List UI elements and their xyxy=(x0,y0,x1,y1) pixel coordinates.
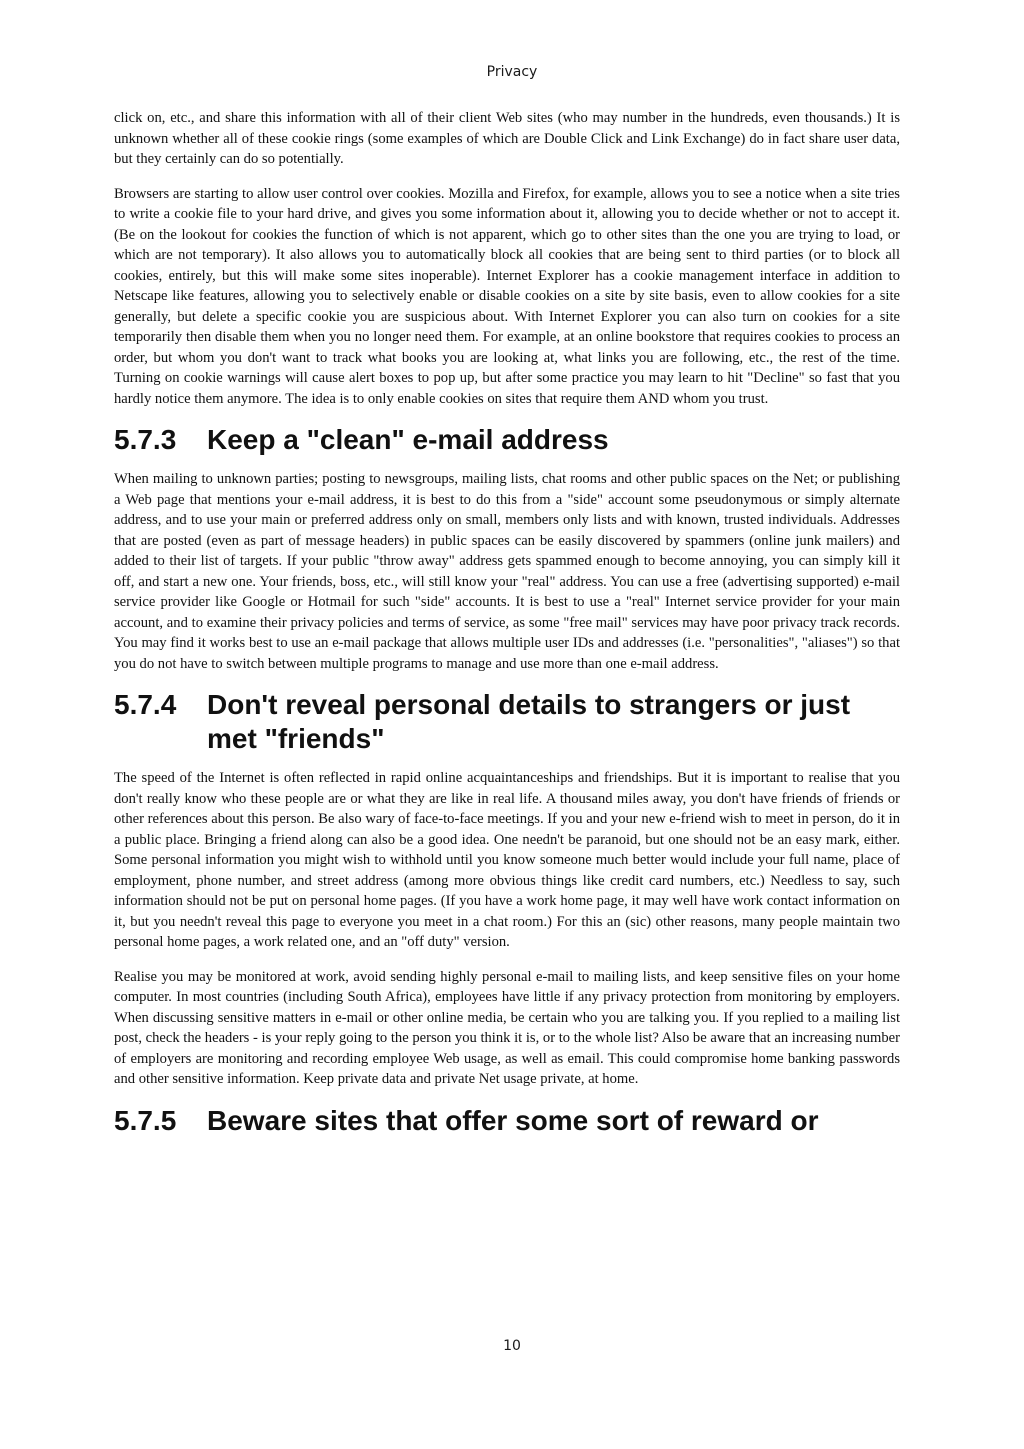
section-title: Beware sites that offer some sort of reward or xyxy=(207,1104,819,1136)
section-number: 5.7.5 xyxy=(114,1104,177,1136)
paragraph-online-friendships: The speed of the Internet is often reflected in rapid online acquaintanceships and friendships. But it is important to realise that you don't really know who these people are or what they are like in real life. A thousand miles away, you don't have friends of friends or other references about this person. Be also wary of face-to-face meetings. If you and your new e-friend wish to meet in person, do it in a public place. Bringing a friend along can also be a good idea. One needn't be paranoid, but one should not be an easy mark, either. Some personal information you might wish to withhold until you know someone much better would include your full name, place of employment, phone number, and street address (among more obvious things like credit card numbers, etc.) Needless to say, such information should not be put on personal home pages. (If you have a work home page, it may well have work contact information on it, but you needn't reveal this page to everyone you meet in a chat room.) For this an (sic) other reasons, many people maintain two personal home pages, a work related one, and an "off duty" version. xyxy=(114,770,900,950)
section-heading-5-7-4 xyxy=(114,688,900,756)
paragraph-browser-cookie-control: Browsers are starting to allow user control over cookies. Mozilla and Firefox, for example, allows you to see a notice when a site tries to write a cookie file to your hard drive, and gives you some information about it, allowing you to decide whether or not to accept it. (Be on the lookout for cookies the function of which is not apparent, which go to other sites than the one you are trying to load, or which are not temporary). It also allows you to automatically block all cookies that are being sent to third parties (or to block all cookies, entirely, but this will make some sites inoperable). Internet Explorer has a cookie management interface in addition to Netscape like features, allowing you to selectively enable or disable cookies on a site by site basis, even to allow cookies for a site generally, but delete a specific cookie you are suspicious about. With Internet Explorer you can also turn on cookies for a site temporarily then disable them when you no longer need them. For example, at an online bookstore that requires cookies to process an order, but whom you don't want to track what books you are looking at, what links you are following, etc., the rest of the time. Turning on cookie warnings will cause alert boxes to pop up, but after some practice you may learn to hit "Decline" so fast that you hardly notice them anymore. The idea is to only enable cookies on sites that require them AND whom you trust. xyxy=(114,185,900,407)
section-heading-5-7-5 xyxy=(114,1104,900,1138)
section-title: Keep a "clean" e-mail address xyxy=(207,424,609,455)
section-heading-5-7-3 xyxy=(114,423,900,457)
paragraph-work-monitoring: Realise you may be monitored at work, avoid sending highly personal e-mail to mailing lists, and keep sensitive files on your home computer. In most countries (including South Africa), employees have little if any privacy protection from monitoring by employers. When discussing sensitive matters in e-mail or other online media, be certain who you are talking you. If you replied to a mailing list post, check the headers - is your reply going to the person you think it is, or to the whole list? Also be aware that an increasing number of employers are monitoring and recording employee Web usage, as well as email. This could compromise home banking passwords and other sensitive information. Keep private data and private Net usage private, at home. xyxy=(114,968,900,1087)
running-header: Privacy xyxy=(486,64,538,80)
paragraph-cookie-rings: click on, etc., and share this information with all of their client Web sites (who may number in the hundreds, even thousands.) It is unknown whether all of these cookie rings (some examples of which are Double Click and Link Exchange) do in fact share user data, but they certainly can do so potentially. xyxy=(114,110,900,167)
section-number: 5.7.4 xyxy=(114,689,177,720)
section-title: Don't reveal personal details to strangers or just met "friends" xyxy=(207,689,851,754)
page-body xyxy=(114,108,900,1150)
page-number: 10 xyxy=(503,1338,521,1354)
section-number: 5.7.3 xyxy=(114,424,177,455)
paragraph-clean-email: When mailing to unknown parties; posting to newsgroups, mailing lists, chat rooms and other public spaces on the Net; or publishing a Web page that mentions your e-mail address, it is best to do this from a "side" account some pseudonymous or simply alternate address, and to use your main or preferred address only on small, members only lists and with known, trusted individuals. Addresses that are posted (even as part of message headers) in public spaces can be easily discovered by spammers (online junk mailers) and added to their list of targets. If your public "throw away" address gets spammed enough to become annoying, you can simply kill it off, and start a new one. Your friends, boss, etc., will still know your "real" address. You can use a free (advertising supported) e-mail service provider like Google or Hotmail for such "side" accounts. It is best to use a "real" Internet service provider for your main account, and to examine their privacy policies and terms of service, as some "free mail" services may have poor privacy track records. You may find it works best to use an e-mail package that allows multiple user IDs and addresses (i.e. "personalities", "aliases") so that you do not have to switch between multiple programs to manage and use more than one e-mail address. xyxy=(114,471,900,672)
